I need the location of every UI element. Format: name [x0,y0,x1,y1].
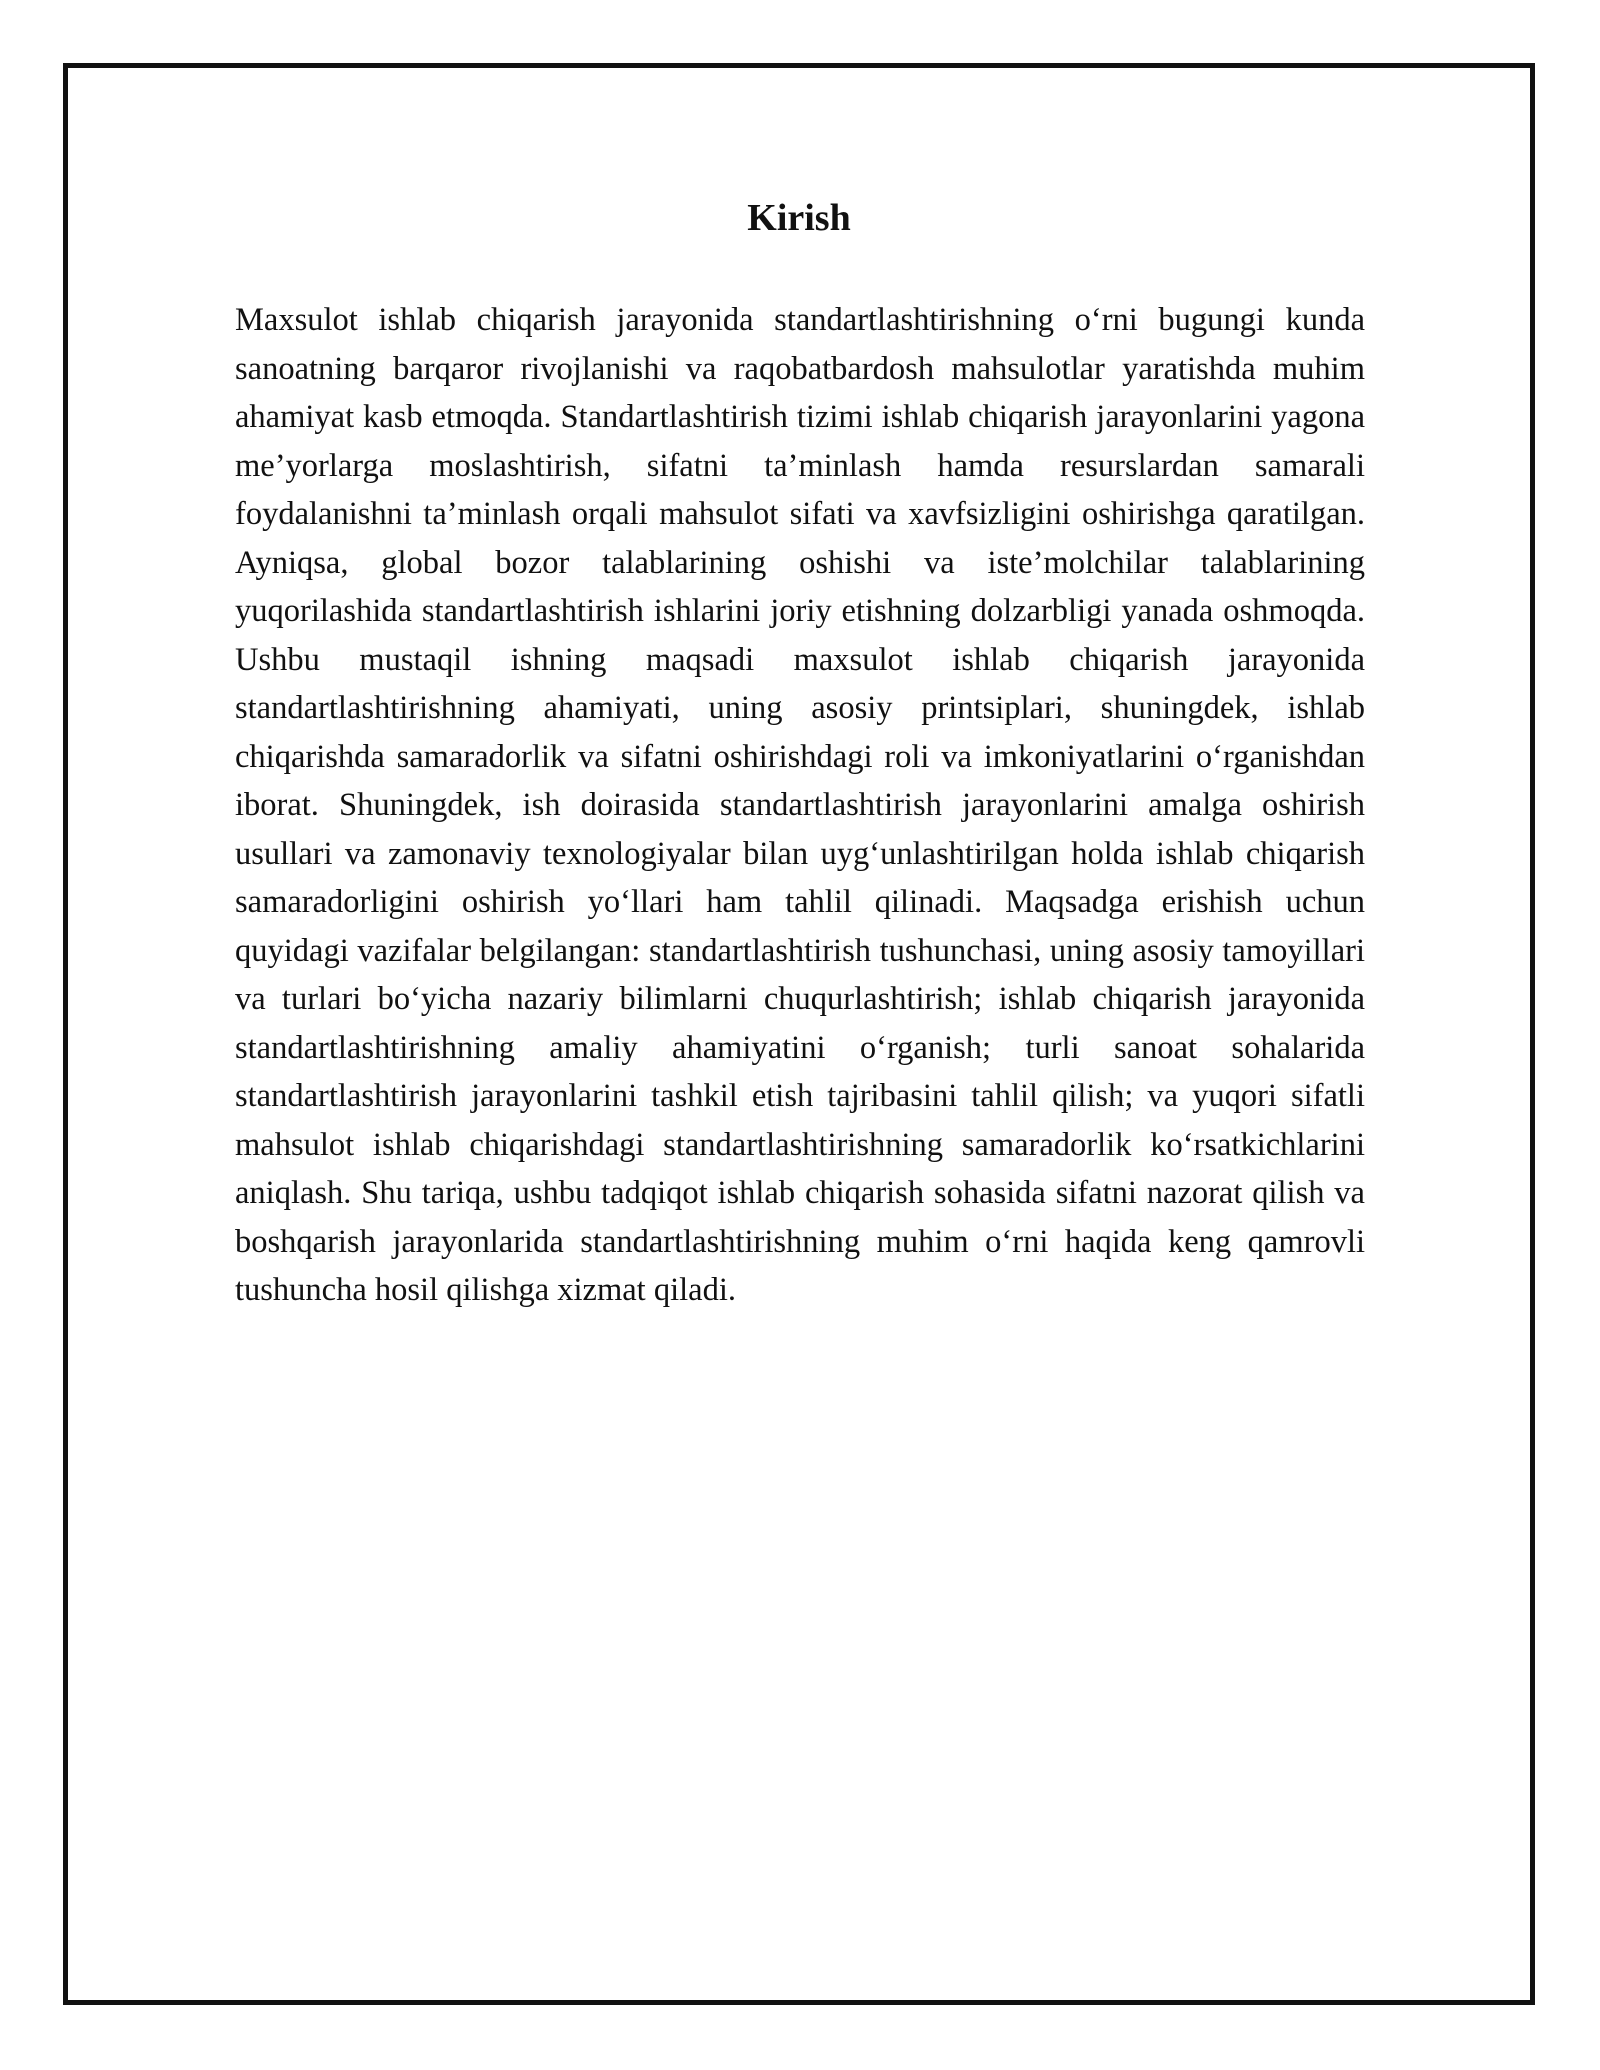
page-title: Kirish [747,197,851,239]
page-border-frame [63,63,1535,2005]
body-paragraph: Maxsulot ishlab chiqarish jarayonida standartlashtirishning o‘rni bugungi kunda sanoatning barqaror rivojlanishi va raqobatbardosh mahsulotlar yaratishda muhim ahamiyat kasb etmoqda. Standartlashtirish tizimi ishlab chiqarish jarayonlarini yagona me’yorlarga moslashtirish, sifatni ta’minlash hamda resurslardan samarali foydalanishni ta’minlash orqali mahsulot sifati va xavfsizligini oshirishga qaratilgan. Ayniqsa, global bozor talablarining oshishi va iste’molchilar talablarining yuqorilashida standartlashtirish ishlarini joriy etishning dolzarbligi yanada oshmoqda. Ushbu mustaqil ishning maqsadi maxsulot ishlab chiqarish jarayonida standartlashtirishning ahamiyati, uning asosiy printsiplari, shuningdek, ishlab chiqarishda samaradorlik va sifatni oshirishdagi roli va imkoniyatlarini o‘rganishdan iborat. Shuningdek, ish doirasida standartlashtirish jarayonlarini amalga oshirish usullari va zamonaviy texnologiyalar bilan uyg‘unlashtirilgan holda ishlab chiqarish samaradorligini oshirish yo‘llari ham tahlil qilinadi. Maqsadga erishish uchun quyidagi vazifalar belgilangan: standartlashtirish tushunchasi, uning asosiy tamoyillari va turlari bo‘yicha nazariy bilimlarni chuqurlashtirish; ishlab chiqarish jarayonida standartlashtirishning amaliy ahamiyatini o‘rganish; turli sanoat sohalarida standartlashtirish jarayonlarini tashkil etish tajribasini tahlil qilish; va yuqori sifatli mahsulot ishlab chiqarishdagi standartlashtirishning samaradorlik ko‘rsatkichlarini aniqlash. Shu tariqa, ushbu tadqiqot ishlab chiqarish sohasida sifatni nazorat qilish va boshqarish jarayonlarida standartlashtirishning muhim o‘rni haqida keng qamrovli tushuncha hosil qilishga xizmat qiladi. [235,302,1365,1308]
